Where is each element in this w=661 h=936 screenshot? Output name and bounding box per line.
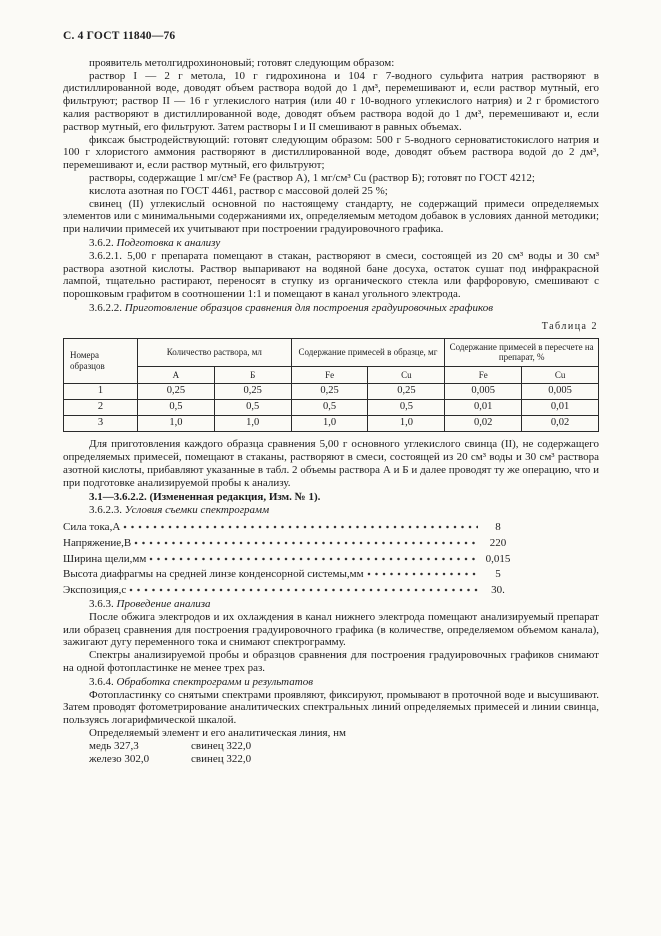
- dot-leader: [149, 550, 478, 562]
- element-line-lead: свинец 322,0: [191, 752, 252, 765]
- paragraph-nitric-acid: кислота азотная по ГОСТ 4461, раствор с массовой долей 25 %;: [89, 184, 388, 197]
- cell: 0,5: [138, 400, 215, 416]
- condition-label: Экспозиция,с: [63, 584, 127, 597]
- spectrogram-conditions-list: [63, 518, 515, 597]
- analytical-line-row: [63, 740, 599, 753]
- section-title: Условия съемки спектрограмм: [124, 504, 270, 517]
- section-number: 3.6.4.: [89, 675, 114, 688]
- condition-label: Высота диафрагмы на средней линзе конденсорной системы,мм: [63, 568, 364, 581]
- cell-sample-number: 2: [64, 400, 138, 416]
- condition-label: Сила тока,А: [63, 521, 121, 534]
- col-subheader-a: А: [138, 366, 215, 384]
- section-heading-3-6-3: [63, 598, 599, 611]
- section-title: Проведение анализа: [116, 598, 211, 611]
- paragraph-solutions-1-2: раствор I — 2 г метола, 10 г гидрохинона и 104 г 7-водного сульфита натрия растворяют в дистиллированной воде, доводят объем раствора водой до 1 дм³, перемешивают и, если раствор мутный, его фильтруют; раствор II — 16 г углекислого натрия (или 40 г 10-водного углекислого натрия) и 2 г бромистого калия растворяют в дистиллированной воде, доводят объем раствора водой до 1 дм³, перемешивают и, если раствор мутный, его фильтруют. Затем растворы I и II смешивают в равных объемах.: [63, 69, 599, 133]
- condition-value: 8: [495, 521, 501, 534]
- paragraph-analytical-lines-heading: Определяемый элемент и его аналитическая линия, нм: [89, 727, 346, 740]
- section-number: 3.6.2.: [89, 236, 114, 249]
- analytical-line-row: [63, 753, 599, 766]
- col-subheader-b: Б: [214, 366, 291, 384]
- paragraph-fe-cu-solutions: растворы, содержащие 1 мг/см³ Fe (раствор А), 1 мг/см³ Cu (раствор Б); готовят по ГОСТ 4212;: [89, 171, 535, 184]
- cell: 1,0: [291, 416, 368, 432]
- cell: 0,25: [138, 384, 215, 400]
- dot-leader: [134, 534, 478, 546]
- cell: 0,005: [522, 384, 599, 400]
- condition-value: 30.: [491, 584, 505, 597]
- cell: 0,02: [445, 416, 522, 432]
- condition-value: 5: [495, 568, 501, 581]
- col-subheader-cu-sample: Cu: [368, 366, 445, 384]
- element-line-copper: медь 327,3: [89, 739, 139, 752]
- element-line-iron: железо 302,0: [89, 752, 150, 765]
- table-2-comparison-samples: [63, 338, 599, 433]
- condition-value: 0,015: [485, 552, 511, 565]
- paragraph-analysis-repeats: Спектры анализируемой пробы и образцов сравнения для построения градуировочных графиков снимают на одной фотопластинке не менее трех раз.: [63, 649, 599, 675]
- section-heading-3-6-2-3: [63, 504, 599, 517]
- col-subheader-fe-prep: Fe: [445, 366, 522, 384]
- section-title: Приготовление образцов сравнения для построения градуировочных графиков: [124, 301, 493, 314]
- cell: 0,01: [445, 400, 522, 416]
- condition-label: Напряжение,В: [63, 536, 132, 549]
- section-title: Подготовка к анализу: [116, 236, 221, 249]
- paragraph-photoplate-processing: Фотопластинку со снятыми спектрами проявляют, фиксируют, промывают в проточной воде и высушивают. Затем проводят фотометрирование аналитических спектральных линий определяемых примесей и линии свинца, пользуясь логарифмической шкалой.: [63, 688, 599, 727]
- paragraph-fixer: фиксаж быстродействующий: готовят следующим образом: 500 г 5-водного серноватистокислого натрия и 100 г хлористого аммония растворяют в дистиллированной воде, доводят объем раствора водой до 2 дм³, перемешивают и, если раствор мутный, его фильтруют;: [63, 133, 599, 172]
- condition-label: Ширина щели,мм: [63, 552, 147, 565]
- amendment-line: [63, 491, 599, 504]
- condition-row: [63, 550, 515, 566]
- section-heading-3-6-4: [63, 676, 599, 689]
- dot-leader: [123, 518, 478, 530]
- condition-row: [63, 534, 515, 550]
- condition-value: 220: [489, 536, 507, 549]
- cell-sample-number: 1: [64, 384, 138, 400]
- cell: 0,25: [291, 384, 368, 400]
- paragraph-analysis-procedure: После обжига электродов и их охлаждения в канал нижнего электрода помещают анализируемый препарат или образец сравнения для построения градуировочного графика (в количестве, определяемом объемом канала), зажигают дугу переменного тока и снимают спектрограмму.: [63, 610, 599, 649]
- cell: 0,5: [214, 400, 291, 416]
- table-row: [64, 384, 599, 400]
- col-header-impurity-in-sample: Содержание примесей в образце, мг: [291, 338, 445, 366]
- section-heading-3-6-2-2: [63, 302, 599, 315]
- cell-sample-number: 3: [64, 416, 138, 432]
- element-line-lead: свинец 322,0: [191, 739, 252, 752]
- cell: 0,5: [368, 400, 445, 416]
- cell: 1,0: [138, 416, 215, 432]
- section-number: 3.6.3.: [89, 598, 114, 611]
- col-subheader-fe-sample: Fe: [291, 366, 368, 384]
- dot-leader: [129, 581, 478, 593]
- section-number: 3.6.2.3.: [89, 504, 122, 517]
- table-row: [64, 416, 599, 432]
- amendment-note: (Измененная редакция, Изм. № 1).: [149, 490, 321, 503]
- table-header-row-sub: [64, 366, 599, 384]
- page-header: С. 4 ГОСТ 11840—76: [63, 30, 176, 42]
- cell: 0,01: [522, 400, 599, 416]
- paragraph-lead-carbonate: свинец (II) углекислый основной по настоящему стандарту, не содержащий примеси определяемых элементов или с минимальными содержаниями их, определяемым методом добавок в условиях данной методики; при наличии примесей их учитывают при построении градуировочного графика.: [63, 197, 599, 236]
- col-header-solution-volume: Количество раствора, мл: [138, 338, 292, 366]
- table-header-row-groups: [64, 338, 599, 366]
- cell: 0,5: [291, 400, 368, 416]
- col-header-impurity-in-preparation: Содержание примесей в пересчете на препарат, %: [445, 338, 599, 366]
- section-heading-3-6-2: [63, 237, 599, 250]
- dot-leader: [367, 565, 478, 577]
- paragraph-comparison-note: Для приготовления каждого образца сравнения 5,00 г основного углекислого свинца (II), не содержащего определяемых примесей, помещают в стаканы, растворяют в смеси, состоящей из 20 см³ воды и 30 см³ раствора азотной кислоты, прибавляют указанные в табл. 2 объемы раствора А и Б и далее проводят ту же операцию, что и при подготовке анализируемой пробы к анализу.: [63, 438, 599, 489]
- cell: 1,0: [214, 416, 291, 432]
- amendment-range: 3.1—3.6.2.2.: [89, 490, 147, 503]
- paragraph-3-6-2-1: 3.6.2.1. 5,00 г препарата помещают в стакан, растворяют в смеси, состоящей из 20 см³ воды и 30 см³ раствора азотной кислоты. Раствор выпаривают на водяной бане досуха, остаток сушат под инфракрасной лампой, тщательно растирают, переносят в ступку из органического стекла или фарфоровую, смешивают с порошковым графитом в соотношении 1:1 и помещают в канал угольного электрода.: [63, 249, 599, 301]
- cell: 0,25: [368, 384, 445, 400]
- col-subheader-cu-prep: Cu: [522, 366, 599, 384]
- paragraph-developer-intro: проявитель метолгидрохиноновый; готовят следующим образом:: [89, 56, 395, 69]
- cell: 0,25: [214, 384, 291, 400]
- section-number: 3.6.2.2.: [89, 301, 122, 314]
- condition-row: [63, 581, 515, 597]
- col-header-sample-numbers: Номера образцов: [64, 338, 138, 384]
- condition-row: [63, 518, 515, 534]
- cell: 0,02: [522, 416, 599, 432]
- condition-row: [63, 565, 515, 581]
- section-title: Обработка спектрограмм и результатов: [116, 675, 313, 688]
- table-caption: Таблица 2: [541, 320, 598, 332]
- table-row: [64, 400, 599, 416]
- cell: 0,005: [445, 384, 522, 400]
- cell: 1,0: [368, 416, 445, 432]
